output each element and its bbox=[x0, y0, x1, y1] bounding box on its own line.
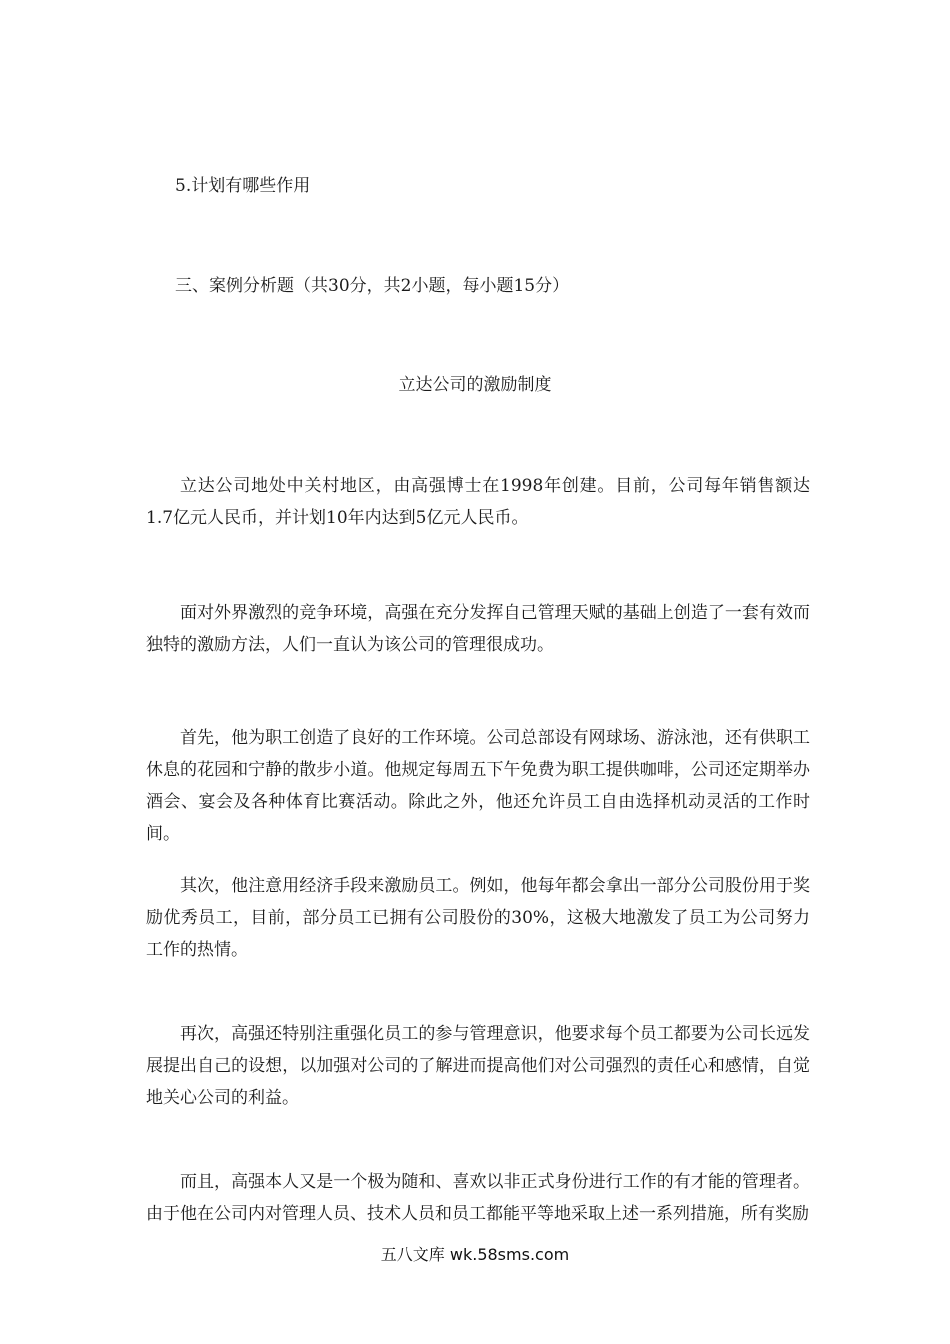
paragraph-intro: 立达公司地处中关村地区，由高强博士在1998年创建。目前，公司每年销售额达1.7亿元人民币，并计划10年内达到5亿元人民币。 bbox=[146, 476, 810, 528]
paragraph-environment: 面对外界激烈的竞争环境，高强在充分发挥自己管理天赋的基础上创造了一套有效而独特的激励方法，人们一直认为该公司的管理很成功。 bbox=[146, 603, 810, 655]
paragraph-third: 再次，高强还特别注重强化员工的参与管理意识，他要求每个员工都要为公司长远发展提出自己的设想，以加强对公司的了解进而提高他们对公司强烈的责任心和感情，自觉地关心公司的利益。 bbox=[146, 1024, 810, 1108]
paragraph-second: 其次，他注意用经济手段来激励员工。例如，他每年都会拿出一部分公司股份用于奖励优秀员工，目前，部分员工已拥有公司股份的30%，这极大地激发了员工为公司努力工作的热情。 bbox=[146, 876, 810, 960]
question-5: 5.计划有哪些作用 bbox=[175, 176, 311, 196]
paragraph-fourth: 而且，高强本人又是一个极为随和、喜欢以非正式身份进行工作的有才能的管理者。由于他在公司内对管理人员、技术人员和员工都能平等地采取上述一系列措施，所有奖励 bbox=[146, 1172, 810, 1224]
paragraph-first: 首先，他为职工创造了良好的工作环境。公司总部设有网球场、游泳池，还有供职工休息的花园和宁静的散步小道。他规定每周五下午免费为职工提供咖啡，公司还定期举办酒会、宴会及各种体育比赛活动。除此之外，他还允许员工自由选择机动灵活的工作时间。 bbox=[146, 728, 810, 844]
section-heading: 三、案例分析题（共30分，共2小题，每小题15分） bbox=[175, 276, 570, 296]
footer-watermark: 五八文库 wk.58sms.com bbox=[380, 1245, 570, 1264]
case-title: 立达公司的激励制度 bbox=[398, 375, 552, 395]
